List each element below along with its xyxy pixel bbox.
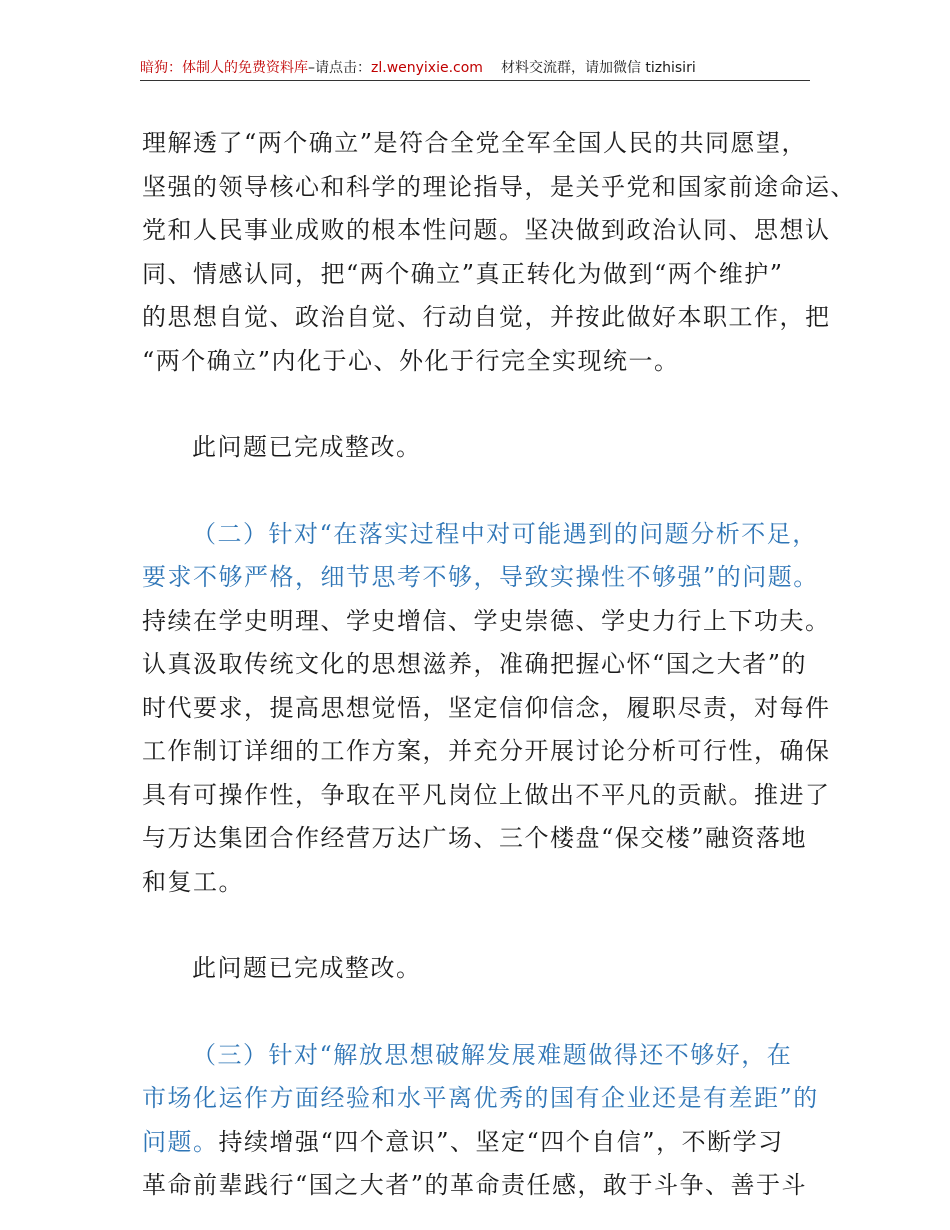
text-line: 持续在学史明理、学史增信、学史崇德、学史力行上下功夫。 (142, 606, 831, 635)
text-line: 认真汲取传统文化的思想滋养，准确把握心怀“国之大者”的 (142, 650, 808, 678)
text-line (142, 1121, 812, 1165)
text-line: “两个确立”内化于心、外化于行完全实现统一。 (142, 346, 680, 375)
text-line: 和复工。 (142, 867, 244, 896)
header-group-note: 材料交流群，请加微信 tizhisiri (500, 60, 696, 76)
text-line: 党和人民事业成败的根本性问题。坚决做到政治认同、思想认 (142, 216, 831, 244)
section-3-heading-line: 市场化运作方面经验和水平离优秀的国有企业还是有差距”的 (142, 1084, 819, 1112)
section-3-heading-tail: 问题。 (142, 1127, 219, 1156)
text-line: 坚强的领导核心和科学的理论指导，是关乎党和国家前途命运、 (142, 172, 856, 201)
section-3 (142, 1034, 819, 1208)
header-url-link[interactable]: zl.wenyixie.com (371, 60, 483, 76)
section-2-heading-line: （二）针对“在落实过程中对可能遇到的问题分析不足， (192, 519, 818, 548)
page-header (140, 56, 810, 81)
section-2 (142, 513, 831, 905)
header-site-name: 暗狗：体制人的免费资料库 (140, 60, 308, 76)
status-text: 此问题已完成整改。 (192, 433, 422, 461)
status-text: 此问题已完成整改。 (192, 954, 422, 982)
text-line: 时代要求，提高思想觉悟，坚定信仰信念，履职尽责，对每件 (142, 693, 831, 722)
paragraph-1 (142, 122, 856, 383)
document-body (142, 122, 856, 1208)
text-line: 同、情感认同，把“两个确立”真正转化为做到“两个维护” (142, 259, 784, 288)
header-click-prompt: –请点击： (308, 60, 371, 76)
text-line: 理解透了“两个确立”是符合全党全军全国人民的共同愿望， (142, 129, 808, 157)
text-line: 工作制订详细的工作方案，并充分开展讨论分析可行性，确保 (142, 737, 831, 765)
text-segment: 持续增强“四个意识”、坚定“四个自信”，不断学习 (218, 1127, 784, 1156)
text-line: 与万达集团合作经营万达广场、三个楼盘“保交楼”融资落地 (142, 824, 808, 852)
section-3-heading-line: （三）针对“解放思想破解发展难题做得还不够好，在 (192, 1040, 793, 1069)
text-line: 具有可操作性，争取在平凡岗位上做出不平凡的贡献。推进了 (142, 780, 831, 809)
text-line: 革命前辈践行“国之大者”的革命责任感，敢于斗争、善于斗 (142, 1171, 808, 1199)
section-2-heading-line: 要求不够严格，细节思考不够，导致实操性不够强”的问题。 (142, 563, 819, 591)
text-line: 的思想自觉、政治自觉、行动自觉，并按此做好本职工作，把 (142, 303, 831, 331)
status-line-1 (142, 426, 812, 470)
status-line-2 (142, 947, 812, 991)
